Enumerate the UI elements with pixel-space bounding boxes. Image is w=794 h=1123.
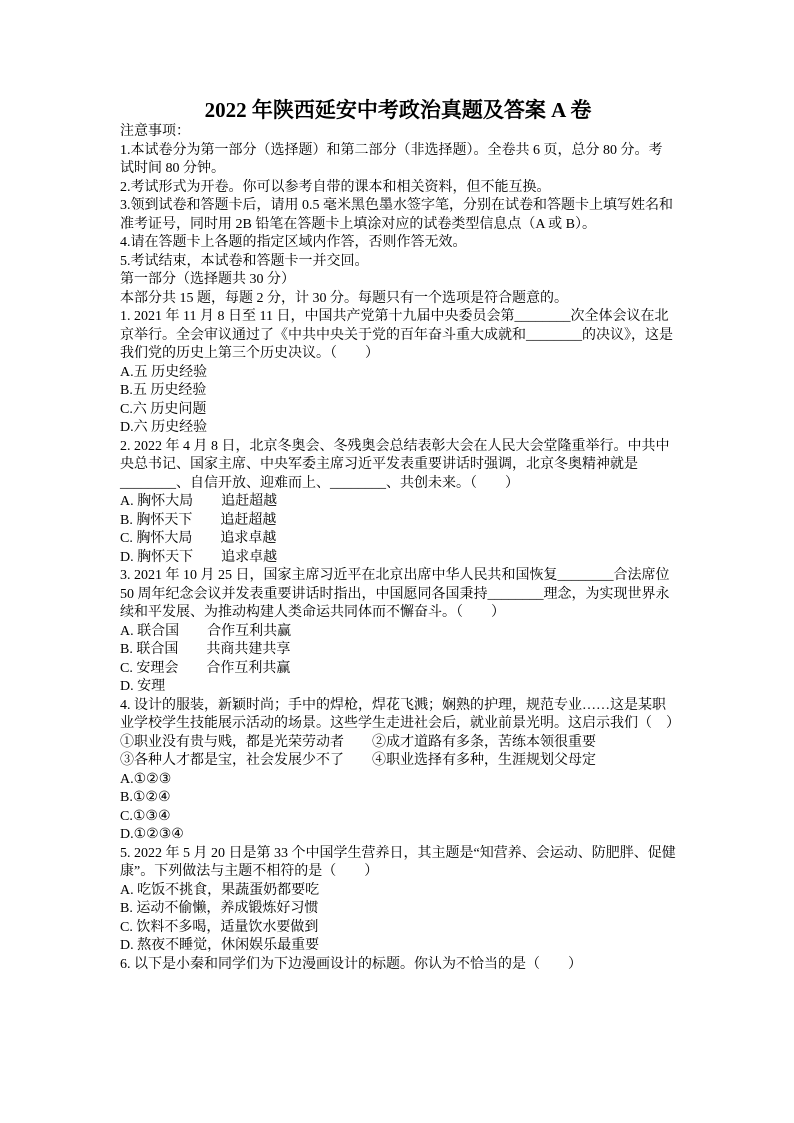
question-4-statements-row-1: ①职业没有贵与贱，都是光荣劳动者 ②成才道路有多条，苦练本领很重要 [120, 734, 596, 750]
document-content [120, 97, 680, 974]
question-1-option-b: B.五 历史经验 [120, 383, 207, 398]
notice-item-4: 4.请在答题卡上各题的指定区域内作答，否则作答无效。 [120, 235, 467, 250]
question-3-option-d: D. 安理 [120, 679, 166, 694]
question-3 [120, 567, 676, 697]
question-2-option-a: A. 胸怀大局 追赶超越 [120, 494, 278, 509]
question-1-option-c: C.六 历史问题 [120, 401, 207, 417]
question-1 [120, 308, 676, 438]
question-4 [120, 697, 680, 845]
question-6-stem: 6. 以下是小秦和同学们为下边漫画设计的标题。你认为不恰当的是（ ） [120, 956, 582, 972]
question-5-option-c: C. 饮料不多喝，适量饮水要做到 [120, 919, 319, 935]
question-4-option-a: A.①②③ [120, 771, 172, 787]
question-4-statements-row-2: ③各种人才都是宝，社会发展少不了 ④职业选择有多种，生涯规划父母定 [120, 753, 596, 768]
question-5-option-a: A. 吃饭不挑食，果蔬蛋奶都要吃 [120, 882, 320, 898]
question-1-option-a: A.五 历史经验 [120, 364, 208, 380]
notice-item-1: 1.本试卷分为第一部分（选择题）和第二部分（非选择题）。全卷共 6 页，总分 80 分。考试时间 80 分钟。 [120, 142, 663, 176]
question-3-option-c: C. 安理会 合作互利共赢 [120, 660, 291, 676]
question-6 [120, 956, 676, 975]
notice-section [120, 123, 676, 271]
question-2 [120, 438, 676, 568]
question-1-stem: 1. 2021 年 11 月 8 日至 11 日，中国共产党第十九届中央委员会第________次全体会议在北京举行。全会审议通过了《中共中央关于党的百年奋斗重大成就和________的决议》，这是我们党的历史上第三个历史决议。（ ） [120, 309, 673, 361]
question-3-stem: 3. 2021 年 10 月 25 日，国家主席习近平在北京出席中华人民共和国恢复________合法席位 50 周年纪念会议并发表重要讲话时指出，中国愿同各国秉持________理念，为实现世界永续和平发展、为推动构建人类命运共同体而不懈奋斗。（ ） [120, 568, 670, 620]
page-title: 2022 年陕西延安中考政治真题及答案 A 卷 [204, 98, 592, 122]
notice-heading: 注意事项： [120, 124, 190, 139]
question-3-option-a: A. 联合国 合作互利共赢 [120, 623, 292, 639]
question-5-option-b: B. 运动不偷懒，养成锻炼好习惯 [120, 901, 319, 916]
notice-item-5: 5.考试结束，本试卷和答题卡一并交回。 [120, 253, 369, 269]
notice-item-2: 2.考试形式为开卷。你可以参考自带的课本和相关资料，但不能互换。 [120, 179, 551, 195]
question-4-option-c: C.①③④ [120, 808, 171, 824]
question-2-option-d: D. 胸怀天下 追求卓越 [120, 549, 278, 565]
question-4-option-b: B.①②④ [120, 790, 171, 805]
notice-item-3: 3.领到试卷和答题卡后，请用 0.5 毫米黑色墨水签字笔，分别在试卷和答题卡上填写姓名和准考证号，同时用 2B 铅笔在答题卡上填涂对应的试卷类型信息点（A 或 B）。 [120, 198, 673, 232]
question-4-option-d: D.①②③④ [120, 827, 184, 842]
question-5-option-d: D. 熬夜不睡觉，休闲娱乐最重要 [120, 938, 320, 953]
question-2-stem: 2. 2022 年 4 月 8 日，北京冬奥会、冬残奥会总结表彰大会在人民大会堂隆重举行。中共中央总书记、国家主席、中央军委主席习近平发表重要讲话时强调，北京冬奥精神就是________、自信开放、迎难而上、________、共创未来。（ ） [120, 438, 670, 491]
section-heading: 第一部分（选择题共 30 分） [120, 272, 295, 287]
question-5 [120, 845, 676, 956]
question-4-stem: 4. 设计的服装，新颖时尚；手中的焊枪，焊花飞溅；娴熟的护理，规范专业……这是某职业学校学生技能展示活动的场景。这些学生走进社会后，就业前景光明。这启示我们（ ） [120, 697, 680, 731]
question-5-stem: 5. 2022 年 5 月 20 日是第 33 个中国学生营养日，其主题是“知营养、会运动、防肥胖、促健康”。下列做法与主题不相符的是（ ） [120, 845, 676, 879]
question-3-option-b: B. 联合国 共商共建共享 [120, 642, 291, 657]
question-2-option-c: C. 胸怀大局 追求卓越 [120, 531, 277, 546]
question-2-option-b: B. 胸怀天下 追赶超越 [120, 512, 277, 528]
section-one-header [120, 271, 676, 308]
question-1-option-d: D.六 历史经验 [120, 420, 208, 435]
section-intro: 本部分共 15 题，每题 2 分，计 30 分。每题只有一个选项是符合题意的。 [120, 290, 568, 306]
